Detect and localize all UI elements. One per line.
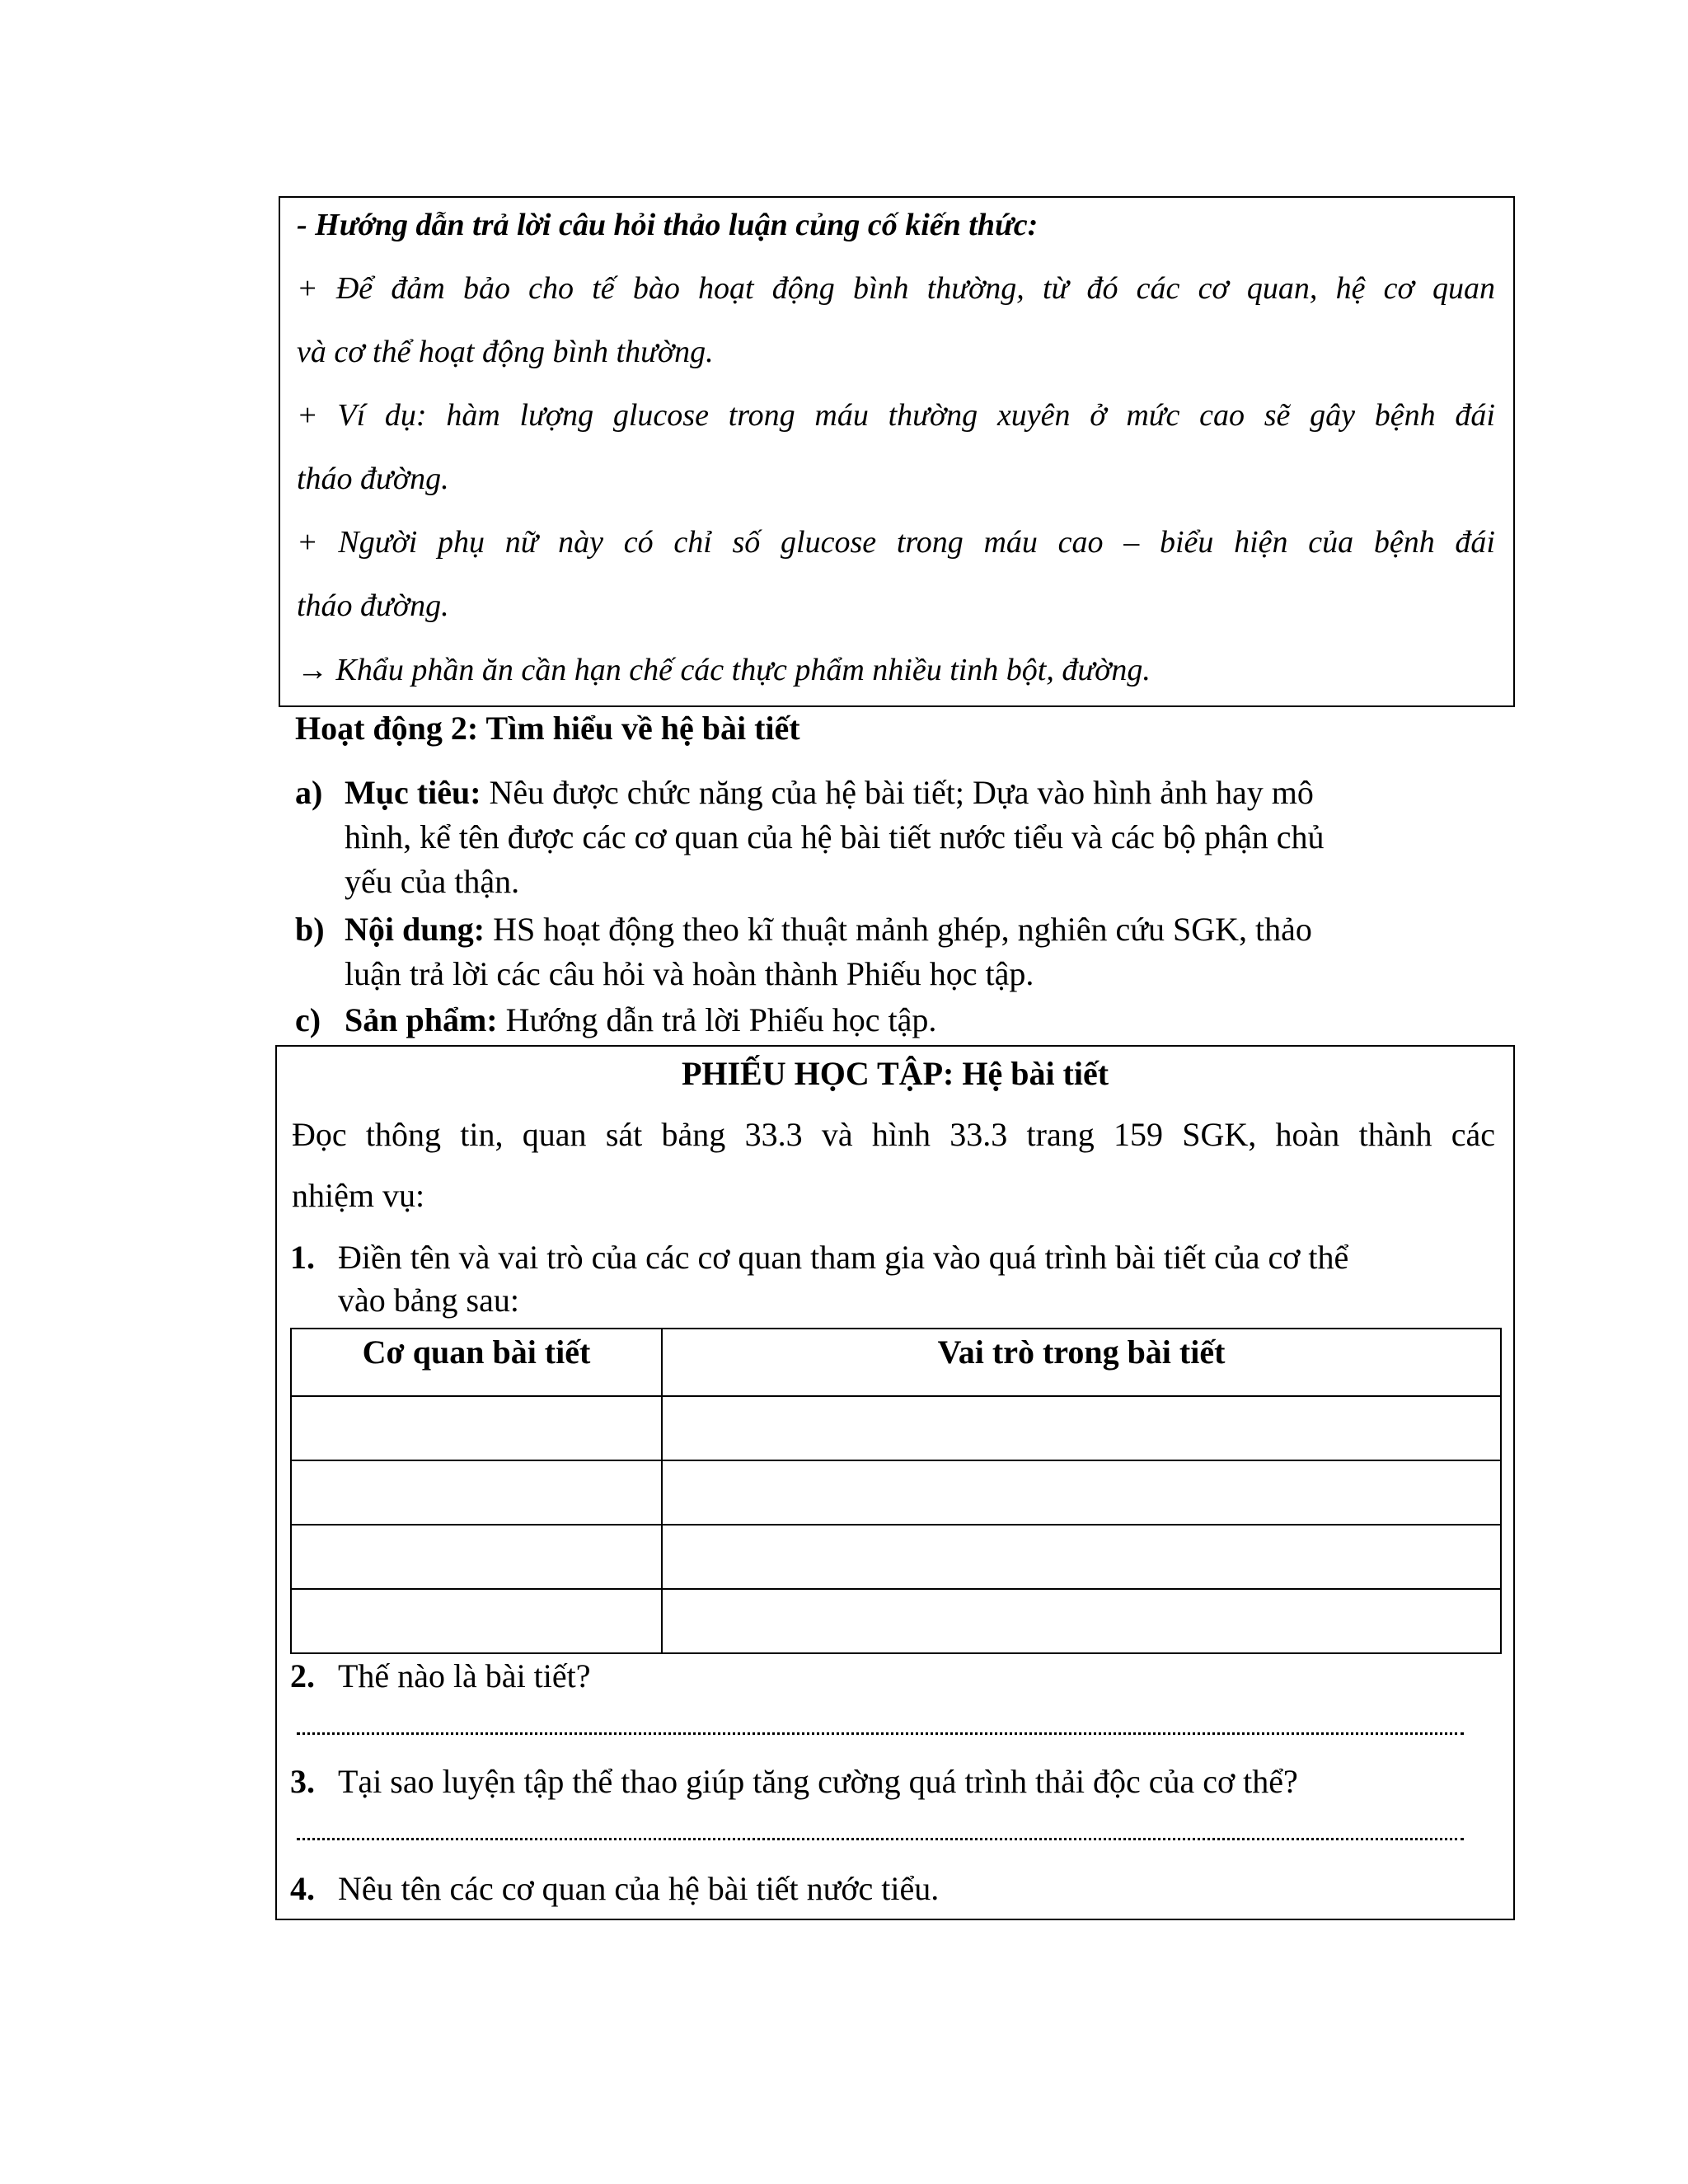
role-cell[interactable] <box>662 1589 1501 1653</box>
organ-cell[interactable] <box>291 1589 662 1653</box>
role-cell[interactable] <box>662 1460 1501 1525</box>
guidance-title: - Hướng dẫn trả lời câu hỏi thảo luận củng cố kiến thức: <box>297 208 1039 242</box>
organ-cell[interactable] <box>291 1460 662 1525</box>
column-header-organ: Cơ quan bài tiết <box>291 1329 662 1396</box>
guidance-line: + Để đảm bảo cho tế bào hoạt động bình thường, từ đó các cơ quan, hệ cơ quan <box>297 271 1495 306</box>
question-number: 1. <box>290 1239 315 1276</box>
table-header-row <box>291 1329 1501 1396</box>
worksheet-box <box>275 1045 1515 1920</box>
content-item <box>295 907 1449 996</box>
question-number: 3. <box>290 1763 315 1800</box>
excretory-organs-table <box>290 1328 1502 1654</box>
table-row <box>291 1460 1501 1525</box>
item-label: c) <box>295 1001 321 1038</box>
guidance-box <box>279 196 1515 707</box>
question-number: 2. <box>290 1657 315 1694</box>
activity-heading: Hoạt động 2: Tìm hiểu về hệ bài tiết <box>295 710 800 747</box>
question-text: Điền tên và vai trò của các cơ quan tham gia vào quá trình bài tiết của cơ thể <box>338 1239 1349 1276</box>
guidance-line: tháo đường. <box>297 588 449 623</box>
organ-cell[interactable] <box>291 1396 662 1460</box>
question-number: 4. <box>290 1870 315 1907</box>
item-text: hình, kể tên được các cơ quan của hệ bài tiết nước tiểu và các bộ phận chủ <box>345 818 1325 855</box>
question-text: Tại sao luyện tập thể thao giúp tăng cường quá trình thải độc của cơ thể? <box>338 1763 1298 1800</box>
question-text: Nêu tên các cơ quan của hệ bài tiết nước tiểu. <box>338 1870 940 1907</box>
item-text: Hướng dẫn trả lời Phiếu học tập. <box>497 1001 937 1038</box>
item-text: luận trả lời các câu hỏi và hoàn thành Phiếu học tập. <box>345 955 1034 992</box>
question-text: vào bảng sau: <box>338 1282 519 1319</box>
column-header-role: Vai trò trong bài tiết <box>662 1329 1501 1396</box>
table-row <box>291 1589 1501 1653</box>
question-4 <box>290 1868 1493 1910</box>
answer-line[interactable] <box>297 1838 1464 1840</box>
table-row <box>291 1525 1501 1589</box>
question-1 <box>290 1236 1493 1325</box>
role-cell[interactable] <box>662 1525 1501 1589</box>
answer-line[interactable] <box>297 1732 1464 1735</box>
question-text: Thế nào là bài tiết? <box>338 1657 591 1694</box>
role-cell[interactable] <box>662 1396 1501 1460</box>
item-key: Nội dung: <box>345 911 485 948</box>
worksheet-intro: nhiệm vụ: <box>292 1177 425 1214</box>
item-label: a) <box>295 774 323 811</box>
item-text: HS hoạt động theo kĩ thuật mảnh ghép, nghiên cứu SGK, thảo <box>485 911 1312 948</box>
item-text: Nêu được chức năng của hệ bài tiết; Dựa vào hình ảnh hay mô <box>481 774 1314 811</box>
guidance-line: tháo đường. <box>297 462 449 496</box>
item-key: Sản phẩm: <box>345 1001 498 1038</box>
organ-cell[interactable] <box>291 1525 662 1589</box>
objective-item <box>295 771 1449 904</box>
worksheet-intro: Đọc thông tin, quan sát bảng 33.3 và hình 33.3 trang 159 SGK, hoàn thành các <box>292 1116 1495 1153</box>
worksheet-title: PHIẾU HỌC TẬP: Hệ bài tiết <box>681 1055 1109 1092</box>
guidance-line: + Ví dụ: hàm lượng glucose trong máu thường xuyên ở mức cao sẽ gây bệnh đái <box>297 398 1495 433</box>
guidance-line: + Người phụ nữ này có chỉ số glucose trong máu cao – biểu hiện của bệnh đái <box>297 525 1495 560</box>
question-3 <box>290 1760 1493 1803</box>
guidance-line: và cơ thể hoạt động bình thường. <box>297 335 714 369</box>
item-label: b) <box>295 911 325 948</box>
guidance-line: → Khẩu phần ăn cần hạn chế các thực phẩm nhiều tinh bột, đường. <box>297 653 1151 687</box>
item-text: yếu của thận. <box>345 863 520 900</box>
question-2 <box>290 1655 1493 1698</box>
item-key: Mục tiêu: <box>345 774 481 811</box>
product-item <box>295 998 1449 1043</box>
table-row <box>291 1396 1501 1460</box>
